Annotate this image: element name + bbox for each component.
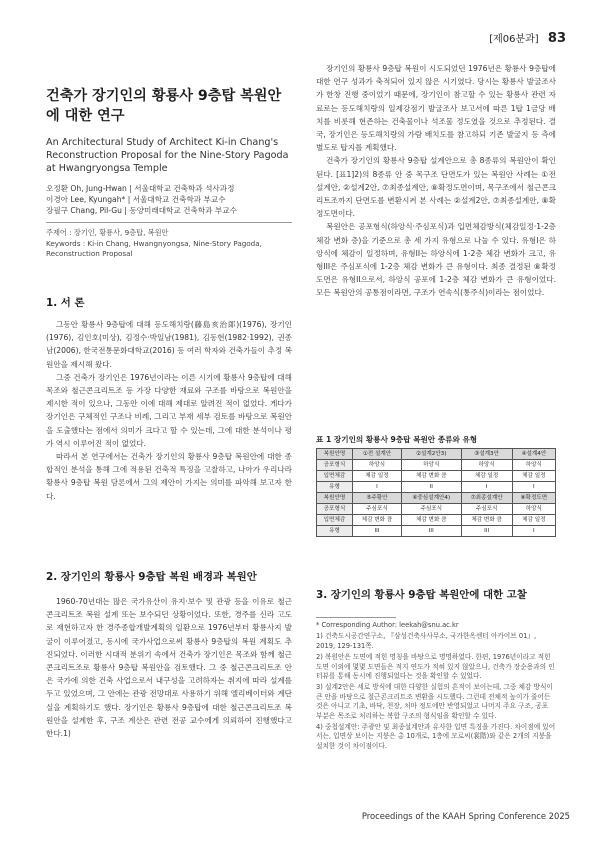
paragraph: 장기인의 황룡사 9층탑 복원이 시도되었던 1976년은 황룡사 9층탑에 대한 연구 성과가 축적되어 있지 않은 시기였다. 당시는 황룡사 발굴조사가 한창 진행 중이었기 때문에, 장기인이 참고할 수 있는 황룡사 관련 자료로는 등도해치랑의 일제강점기 발굴조사 보고서에 따른 1탑 1금당 배치를 비롯해 현존하는 건축물이나 석조물 정도였을 것으로 추정된다. 결국, 장기인은 등도해치랑의 가람 배치도를 참고하되 기존 발굴지 등 측에 별도로 탑지를 계획했다.	[316, 64, 556, 153]
table-cell: ⑥중심설계안4)	[401, 493, 461, 504]
table-row-label: 유형	[317, 482, 353, 493]
table-cell: III	[401, 526, 461, 537]
table-cell: III	[461, 526, 512, 537]
table-row-label: 복원안명	[317, 493, 353, 504]
table-cell: ②설계2안3)	[401, 449, 461, 460]
section-2-body-right	[316, 62, 556, 406]
table-row	[317, 460, 556, 471]
section-3-heading: 3. 장기인의 황룡사 9층탑 복원안에 대한 고찰	[316, 589, 527, 601]
author-line: 오정환 Oh, Jung-Hwan | 서울대학교 건축학과 석사과정	[46, 184, 235, 193]
table-cell: ①전 설계안	[352, 449, 401, 460]
table-row-label: 복원안명	[317, 449, 353, 460]
table-header-row	[317, 493, 556, 504]
table-cell: ④설계4안	[512, 449, 555, 460]
table-1	[316, 434, 556, 537]
table-cell: 하앙식	[512, 504, 555, 515]
table-cell: II	[401, 482, 461, 493]
table-cell: 체감 변화 큼	[352, 515, 401, 526]
table-row-label: 유형	[317, 526, 353, 537]
section-1-body	[46, 318, 292, 503]
table-cell: 주심포식	[401, 504, 461, 515]
footnote-divider	[316, 617, 396, 618]
footnote: 3) 설계2안은 세로 방식에 대한 다양한 실험의 흔적이 보이는데, 그중 체감 방식이 큰 안을 바탕으로 철근콘크리트조 변환을 시도했다. 그런데 전체적 높이가 줄어든 것은 아니고 기초, 바닥, 천장, 처마 정도에만 반영되었고 나머지 주요 구조, 공포 부분은 목조로 처리하는 복합 구조의 형식임을 확인할 수 있다.	[316, 683, 553, 720]
left-column	[46, 72, 292, 260]
table-row-label: 공포형식	[317, 460, 353, 471]
table-title: 표 1 장기인의 황룡사 9층탑 복원안 종류와 유형	[316, 435, 478, 444]
footnote: 1) 건축도시공간연구소, 『삼성건축사사무소, 국가한옥센터 아카이브 01』, 2019, 129-131쪽.	[316, 632, 537, 650]
paragraph: 1960-70년대는 많은 국가유산이 유지·보수 및 관광 등을 이유로 철근콘크리트조 복원 설계 또는 보수되던 상황이었다. 또한, 경주를 신라 고도로 재현하고자 한 경주종합개발계획의 일환으로 1976년부터 황룡사지 발굴이 이루어졌고, 동시에 국가사업으로써 황룡사 9층탑의 복원 계획도 추진되었다. 이러한 시대적 분위기 속에서 건축가 장기인은 목조와 함께 철근콘크리트조로 황룡사 9층탑 복원안을 검토했다. 그 중 철근콘크리트조 안은 국가에 의한 건축 사업으로서 내구성을 고려하자는 취지에 따라 설계를 두고 있었으며, 그 안에는 관광 전망대로 사용하기 위해 엘리베이터와 계단실을 계획하기도 했다. 장기인은 황룡사 9층탑에 대한 철근콘크리트조 복원안을 설계한 후, 구조 계산은 관련 전공 교수에게 의뢰하여 진행했다고 한다.1)	[46, 597, 292, 739]
table-cell: 하앙식	[512, 460, 555, 471]
paragraph: 복원안은 공포형식(하앙식·주심포식)과 입면체감방식(체감일정·1-2층 체감 변화 층)을 기준으로 총 세 가지 유형으로 나눌 수 있다. 유형I은 하앙식에 체감이 일정하며, 유형II는 하앙식에 1-2층 체감 변화가 크고, 유형III은 주심포식에 1-2층 체감 변화가 큰 유형이다. 최종 결정된 ⑧확정도면은 유형II으로서, 하앙식 공포에 1-2층 체감 변화가 큰 유형이었다. 모든 복원안의 공통점이라면, 구조가 연속식(통주식)이라는 점이었다.	[316, 222, 556, 298]
table-row-label: 입면체감	[317, 515, 353, 526]
footer: Proceedings of the KAAH Spring Conference 2025	[361, 811, 570, 821]
table-row	[317, 504, 556, 515]
table-header-row	[317, 449, 556, 460]
table-row	[317, 471, 556, 482]
author-line: 장필구 Chang, Pil-Gu | 동양미래대학교 건축학과 부교수	[46, 206, 237, 215]
table-cell: 체감 변화 큼	[401, 471, 461, 482]
section-2-body-left	[46, 595, 292, 779]
table-cell: 하앙식	[461, 460, 512, 471]
section-1-heading: 1. 서 론	[46, 297, 85, 309]
paragraph: 따라서 본 연구에서는 건축가 장기인의 황룡사 9층탑 복원안에 대한 종합적인 분석을 통해 그에 적용된 건축적 특징을 고찰하고, 나아가 우리나라 황룡사 9층탑 복원 담론에서 그의 제안이 가지는 의미를 파악해 보고자 한다.	[46, 452, 292, 501]
table-cell: I	[461, 482, 512, 493]
table-cell: III	[352, 526, 401, 537]
section-label: [제06분과]	[489, 34, 539, 45]
keywords-english: Keywords : Ki-in Chang, Hwangnyongsa, Nine-Story Pagoda, Reconstruction Proposal	[46, 238, 262, 258]
table-cell: ③설계3안	[461, 449, 512, 460]
table-cell: 하앙식	[352, 460, 401, 471]
table-cell: ⑤주황안	[352, 493, 401, 504]
table-cell: 체감 일정	[461, 471, 512, 482]
table-cell: 주심포식	[461, 504, 512, 515]
section-2-heading: 2. 장기인의 황룡사 9층탑 복원 배경과 복원안	[46, 571, 257, 583]
running-header	[489, 30, 566, 46]
korean-title: 건축가 장기인의 황룡사 9층탑 복원안에 대한 연구	[46, 88, 282, 124]
footnote-list	[316, 621, 556, 751]
table-cell: 체감 일정	[512, 515, 555, 526]
table-cell: 체감 변화 큼	[461, 515, 512, 526]
keywords-korean: 주제어 : 장기인, 황룡사, 9층탑, 복원안	[46, 228, 169, 237]
paragraph: 건축가 장기인의 황룡사 9층탑 설계안으로 총 8종류의 복원안이 확인된다. [표1]2)의 8종류 안 중 목구조 단면도가 있는 복원안 사례는 ①전 설계안, ②설계2안, ⑦최종설계안, ⑧확정도면이며, 목구조에서 철근콘크리트조까지 단면도를 변환시켜 본 사례는 ②설계2안, ⑦최종설계안, ⑧확정도면이다.	[316, 156, 556, 219]
author-list	[46, 183, 292, 216]
table-row	[317, 526, 556, 537]
footnote: 2) 복원안은 도면에 적힌 명칭을 바탕으로 명명하였다. 한편, 1976년이라고 적힌 도면 이외에 몇몇 도면들은 적지 연도가 적혀 있지 않았으나, 건축가 장순용과의 인터뷰를 통해 동시에 진행되었다는 것을 확인할 수 있었다.	[316, 653, 555, 681]
divider	[46, 222, 292, 223]
table-row-label: 입면체감	[317, 471, 353, 482]
english-title: An Architectural Study of Architect Ki-in Chang's Reconstruction Proposal for the Nine-Story Pagoda at Hwangryongsa Temple	[46, 137, 289, 174]
table-row	[317, 482, 556, 493]
footnotes	[316, 617, 556, 753]
author-line: 이경아 Lee, Kyungah* | 서울대학교 건축학과 부교수	[46, 195, 226, 204]
table-cell: 체감 변화 큼	[401, 515, 461, 526]
page-number: 83	[547, 31, 566, 46]
table-cell: I	[352, 482, 401, 493]
table-cell: 주심포식	[352, 504, 401, 515]
table-cell: 체감 일정	[512, 471, 555, 482]
table-row	[317, 515, 556, 526]
paragraph: 그중 건축가 장기인은 1976년이라는 이른 시기에 황룡사 9층탑에 대해 목조와 철근콘크리트조 등 가장 다양한 재료와 구조를 바탕으로 복원안을 제시한 적이 있으나, 그동안 이에 대해 제대로 알려진 적이 없었다. 게다가 장기인은 구체적인 구조나 비례, 그리고 부재 세부 검토를 바탕으로 복원안을 도출했다는 점에서 의미가 크다고 할 수 있는데, 그에 대한 분석이나 평가 역시 이루어진 적이 없었다.	[46, 372, 292, 448]
table-cell: ⑦최종설계안	[461, 493, 512, 504]
table-cell: 하앙식	[401, 460, 461, 471]
table-cell: ⑧확정도면	[512, 493, 555, 504]
table-1-grid	[316, 448, 556, 537]
table-cell: I	[512, 482, 555, 493]
paragraph: 그동안 황룡사 9층탑에 대해 등도해치랑(藤島亥治郞)(1976), 장기인(1976), 김인호(미상), 김정수·박일남(1981), 김동현(1982·1992), 권종남(2006), 한국전통문화대학교(2016) 등 여러 학자와 건축가들이 추정 복원안을 제시해 왔다.	[46, 320, 292, 369]
table-row-label: 공포형식	[317, 504, 353, 515]
footnote: * Corresponding Author: leekah@snu.ac.kr	[316, 621, 459, 629]
footnote: 4) 중첩설계안: 주광안 및 최종설계안과 유사한 입면 특징을 가진다. 차이점에 있어서는, 입면상 보이는 지붕은 총 10개로, 1층에 모로씨(裳階)와 같은 2개의 지붕을 설치한 것이 차이점이다.	[316, 723, 556, 750]
table-cell: I	[512, 526, 555, 537]
table-cell: 체감 일정	[352, 471, 401, 482]
